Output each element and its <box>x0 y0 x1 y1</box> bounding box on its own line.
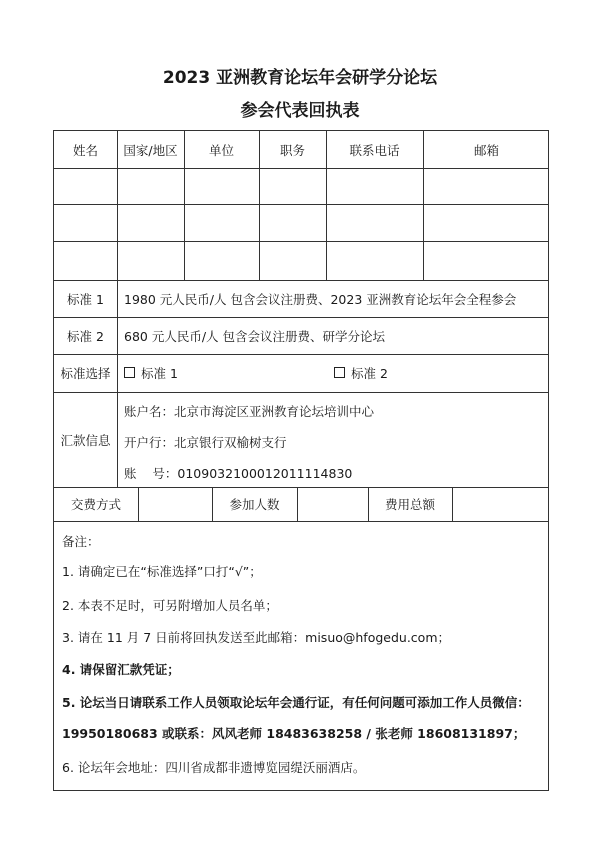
selection-label: 标准选择 <box>60 366 111 381</box>
form-subtitle: 参会代表回执表 <box>240 101 360 121</box>
form-title: 2023 亚洲教育论坛年会研学分论坛 <box>162 68 438 88</box>
remit-account-name: 账户名：北京市海淀区亚洲教育论坛培训中心 <box>124 404 375 419</box>
notes-heading: 备注： <box>62 534 100 549</box>
note-item: 3. 请在 11 月 7 日前将回执发送至此邮箱：misuo@hfogedu.com； <box>62 630 451 645</box>
header-country: 国家/地区 <box>123 142 178 158</box>
total-fee-label: 费用总额 <box>384 497 435 512</box>
remit-account-number: 账 号：0109032100012011114830 <box>124 466 353 481</box>
note-item: 6. 论坛年会地址：四川省成都非遗博览园缇沃丽酒店。 <box>62 760 366 775</box>
note-item: 19950180683 或联系：风风老师 18483638258 / 张老师 18608131897； <box>62 726 526 741</box>
standard1-label: 标准 1 <box>67 291 104 307</box>
note-item: 2. 本表不足时，可另附增加人员名单； <box>62 598 278 613</box>
standard2-text: 680 元人民币/人 包含会议注册费、研学分论坛 <box>124 328 386 344</box>
attendees-label: 参加人数 <box>229 497 280 512</box>
total-fee-field[interactable] <box>452 487 550 521</box>
checkbox-icon <box>124 367 135 378</box>
pay-method-field[interactable] <box>138 487 212 521</box>
standard1-checkbox[interactable] <box>124 354 274 392</box>
header-position: 职务 <box>279 142 305 158</box>
header-email: 邮箱 <box>473 142 499 158</box>
registration-form-table <box>53 130 549 791</box>
pay-method-label: 交费方式 <box>70 497 121 512</box>
standard1-option-label: 标准 1 <box>141 366 178 381</box>
row-divider <box>54 521 548 522</box>
header-phone: 联系电话 <box>349 142 400 158</box>
note-item: 1. 请确定已在“标准选择”口打“√”； <box>62 564 262 579</box>
participant-row-3[interactable] <box>54 241 550 280</box>
header-name: 姓名 <box>72 142 98 158</box>
note-item: 4. 请保留汇款凭证； <box>62 662 180 677</box>
header-organization: 单位 <box>208 142 234 158</box>
col-divider <box>117 280 118 487</box>
standard2-checkbox[interactable] <box>334 354 484 392</box>
participant-row-2[interactable] <box>54 204 550 241</box>
attendees-field[interactable] <box>297 487 368 521</box>
remit-label: 汇款信息 <box>60 432 111 448</box>
standard2-option-label: 标准 2 <box>351 366 388 381</box>
row-divider <box>54 392 548 393</box>
participant-row-1[interactable] <box>54 168 550 204</box>
checkbox-icon <box>334 367 345 378</box>
note-item: 5. 论坛当日请联系工作人员领取论坛年会通行证，有任何问题可添加工作人员微信： <box>62 695 530 710</box>
standard2-label: 标准 2 <box>67 328 104 344</box>
standard1-text: 1980 元人民币/人 包含会议注册费、2023 亚洲教育论坛年会全程参会 <box>124 291 517 307</box>
remit-bank: 开户行：北京银行双榆树支行 <box>124 435 287 450</box>
